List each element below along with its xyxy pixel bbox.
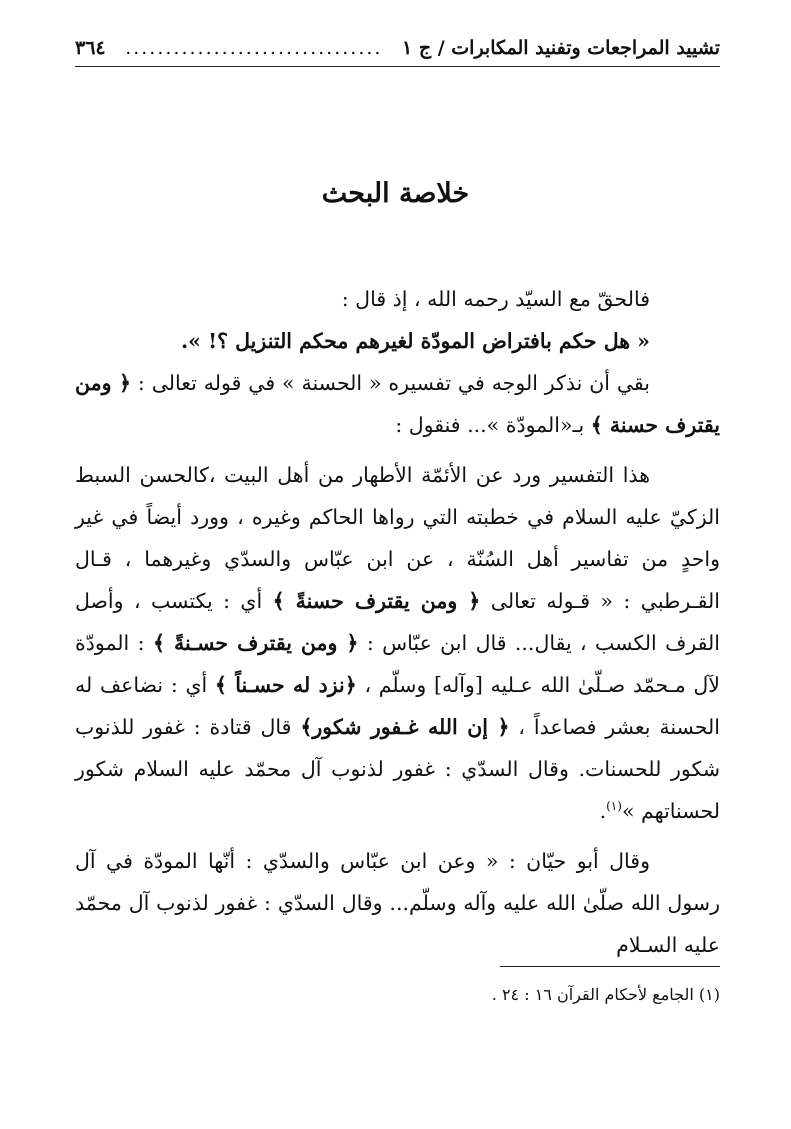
header-leader-dots: ................................ — [125, 37, 383, 59]
quran-verse: ﴿ ومن يقترف حسـنةً ﴾ — [152, 631, 359, 655]
footnote-reference[interactable]: (١) — [606, 799, 622, 814]
paragraph-4-text-d: أي : نضاعف له الحسنة بعشر فصاعداً ، — [75, 673, 721, 739]
body-text — [75, 278, 720, 966]
section-title: خلاصة البحث — [321, 178, 470, 209]
paragraph-4-text-a: هذا التفسير ورد عن الأئمّة الأطهار من أهل البيت ،كالحسن السبط الزكيّ عليه السلام في خطبته التي رواها الحاكم وغيره ، وورد أيضاً في غير واحدٍ من تفاسير أهل السُنّة ، عن ابن عبّاس والسدّي وغيرهما ، قـال القـرطبي : « قـوله تعالى — [75, 463, 720, 613]
paragraph-5: وقال أبو حيّان : « وعن ابن عبّاس والسدّي : أنّها المودّة في آل رسول الله صلّىٰ الله عليه وآله وسلّم... وقال السدّي : غفور لذنوب آل محمّد عليه السـلام — [75, 849, 720, 957]
paragraph-3-text-b: بـ«المودّة »... فنقول : — [395, 413, 591, 437]
paragraph-4-text-b: أي : يكتسب ، وأصل القرف الكسب ، يقال... قال ابن عبّاس : — [75, 589, 720, 655]
paragraph-3 — [75, 362, 720, 446]
paragraph-3-text-a: بقي أن نذكر الوجه في تفسيره « الحسنة » في قوله تعالى : — [131, 371, 650, 395]
quran-verse: ﴿ ومن يقترف حسنةً ﴾ — [272, 589, 481, 613]
paragraph-4-text-e: قال قتادة : غفور للذنوب شكور للحسنات. وقال السدّي : غفور لذنوب آل محمّد عليه السلام شكور لحسناتهم » — [75, 715, 720, 823]
paragraph-4 — [75, 454, 720, 832]
quran-verse: ﴿نزد له حسـناً ﴾ — [214, 673, 357, 697]
paragraph-4-end: . — [599, 799, 607, 823]
header-page-number: ٣٦٤ — [75, 37, 106, 59]
paragraph-2-quote: « هل حكم بافتراض المودّة لغيرهم محكم التنزيل ؟! ». — [181, 329, 650, 353]
header-book-title: تشييد المراجعات وتفنيد المكابرات / ج ١ — [402, 37, 720, 59]
paragraph-1: فالحقّ مع السيّد رحمه الله ، إذ قال : — [341, 287, 650, 311]
footnote: (١) الجامع لأحكام القرآن ١٦ : ٢٤ . — [491, 985, 720, 1004]
paragraph-4-text-c: : المودّة لآل مـحمّد صـلّىٰ الله عـليه [وآله] وسلّم ، — [75, 631, 720, 697]
running-header — [75, 30, 720, 67]
footnote-divider — [500, 966, 720, 967]
quran-verse: ﴿ إن الله غـفور شكور﴾ — [300, 715, 510, 739]
quran-verse: ﴿ ومن يقترف حسنة ﴾ — [75, 371, 720, 437]
